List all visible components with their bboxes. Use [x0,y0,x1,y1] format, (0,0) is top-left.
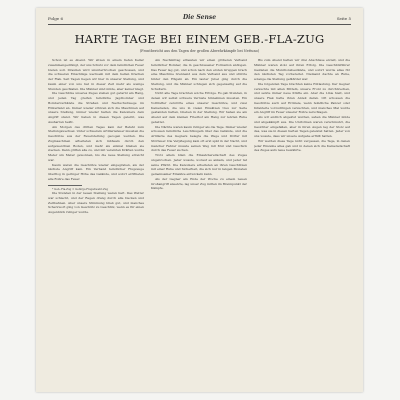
header-issue: Folge 6 [48,16,63,21]
paragraph: Schon ist es Abend. Wir sitzen in einem tiefen Keller zusammengedrängt, der uns Schutz vor dem feindlichen Feuer bieten soll. Draußen wird ununterbrochen geschossen, und die schweren Einschläge wechseln mit dem hellen Krachen der Flak. Seit Tagen liegen wir hier in unserer Stellung, und kaum einer von uns hat in dieser Zeit mehr als wenige Stunden geschlafen. Die Männer sind müde, aber keiner klagt. [48,58,144,91]
header-publication-title: Die Sense [182,14,217,21]
paragraph: Wir werden diese Tage nicht vergessen, die Tage, in denen jeder Einzelne alles gab und in denen sich die Kameradschaft des Zuges aufs neue bewährte. [254,138,350,153]
running-header [48,12,351,25]
paragraph: Nicht alle Tage brachten solche Erfolge. Es gab Stunden, in denen wir selbst schwere Verluste hinnehmen mussten. Ein Volltreffer zerstörte eines unserer Geschütze, und zwei Kameraden, die uns in vielen Einsätzen treu zur Seite gestanden hatten, blieben in der Stellung. Wir haben sie am Abend auf dem kleinen Friedhof am Hang zur letzten Ruhe gebettet. [151,91,247,124]
article-subtitle: (Frontbericht aus den Tagen der großen Abwehrkämpfe bei Nettuno) [139,49,260,53]
paragraph: Als der Gegner am Ende der Woche zu einem neuen Großangriff ansetzte, lag unser Zug mitten im Brennpunkt der Kämpfe. [151,176,247,191]
text-column-1 [48,58,144,384]
magazine-page [36,8,363,392]
paragraph: Trotz allem blieb die Einsatzbereitschaft des Zuges ungebrochen. Jeder wusste, worauf es ankam, und jeder tat seine Pflicht. Die Kanoniere arbeiteten an ihren Geschützen mit einer Ruhe und Sicherheit, die sich nur in langen Monaten gemeinsamer Einsätze entwickeln kann. [151,153,247,176]
paragraph: Kaum waren die Geschütze wieder eingegraben, als der nächste Angriff kam. Ein Verband feindlicher Flugzeuge überflog in geringer Höhe das Gelände, und sofort eröffneten alle Rohre das Feuer. [48,162,144,181]
paragraph: Als wir endlich abgelöst wurden, sahen die Männer müde und abgekämpft aus. Die Uniformen waren verschmutzt, die Gesichter eingefallen, aber in ihren Augen lag der Stolz auf das, was sie in diesen harten Tagen geleistet hatten. Jeder von uns wusste, dass wir unsere Aufgabe erfüllt hatten. [254,115,350,138]
paragraph: Die Stunden in der neuen Stellung waren hart. Das Wetter war schlecht, und der Regen drang durch alle Decken und Zeltbahnen. Aber unsere Stimmung blieb gut, und manches Scherzwort ging von Geschütz zu Geschütz, wenn es für einen Augenblick ruhiger wurde. [48,191,144,215]
paragraph: Die Nächte waren kaum ruhiger als die Tage. Immer wieder schossen feindliche Leuchtkugeln über das Gelände, und die Artillerie des Gegners belegte die Wege und Dörfer mit Störfeuer. Die Verpflegung kam oft erst spät in der Nacht, und mancher Fahrer musste seinen Weg mit Mut und Geschick durch das Feuer suchen. [151,124,247,153]
paragraph: Am Nachmittag erfassten wir einen größeren Verband feindlicher Bomber, die in geschlossener Formation anflogen. Das Feuer lag gut, und schon nach den ersten Gruppen brach eine Maschine brennend aus dem Verband aus und stürzte hinter den Hügeln ab. Ein lauter Jubel ging durch die Stellung, und die Männer schlugen sich gegenseitig auf die Schultern. [151,58,247,91]
paragraph: Bis zum Abend hatten wir drei Abschüsse erzielt, und die Männer waren stolz auf ihren Erfolg. Die Geschützführer meldeten die Munitionsbestände, und sofort wurde alles für den nächsten Tag vorbereitet. Niemand dachte an Ruhe, solange die Stellung gefährdet war. [254,58,350,81]
paragraph: Die Geschütze unseres Zuges stehen gut getarnt am Hang, und jeden Tag greifen feindliche Jagdbomber und Bomberverbände die Straßen und Nachschubwege im Hinterland an. Immer wieder stürzen sich die Maschinen auf unsere Stellung, immer wieder halten die Kanoniere dem Angriff stand. Wir haben in diesen Tagen gelernt, was Ausharren heißt. [48,91,144,124]
footnote: * Geb.-Fla-Zug = Gebirgs-Flugabwehr-Zug [52,187,109,191]
text-column-2 [151,58,247,384]
paragraph: Die folgenden Tage brachten keine Entlastung. Der Gegner versuchte mit allen Mitteln, unsere Front zu durchbrechen, und setzte immer neue Kräfte ein. Aber die Linie hielt, und unsere Flak hatte ihren Anteil daran. Oft schossen die Geschütze auch auf Erdziele, wenn feindliche Panzer oder Infanterie vorzudringen versuchten, und manches Mal wurde ein Angriff im Feuer unserer Rohre zerschlagen. [254,81,350,115]
article-title: HARTE TAGE BEI EINEM GEB.-FLA-ZUG [74,32,325,46]
header-page-number: Seite 5 [336,16,351,21]
footnote-rule [48,185,82,186]
paragraph: Am Morgen des dritten Tages kam der Befehl zum Stellungswechsel. Unter schwerem Artilleriefeuer mussten die Geschütze aus der Feuerstellung gezogen werden. Die Zugmaschinen arbeiteten sich mühsam durch den aufgeweichten Boden, und mehr als einmal blieben sie stecken. Dann griffen alle zu, und mit vereinten Kräften wurde Meter um Meter gewonnen, bis die neue Stellung erreicht war. [48,124,144,162]
text-column-3 [254,58,350,384]
